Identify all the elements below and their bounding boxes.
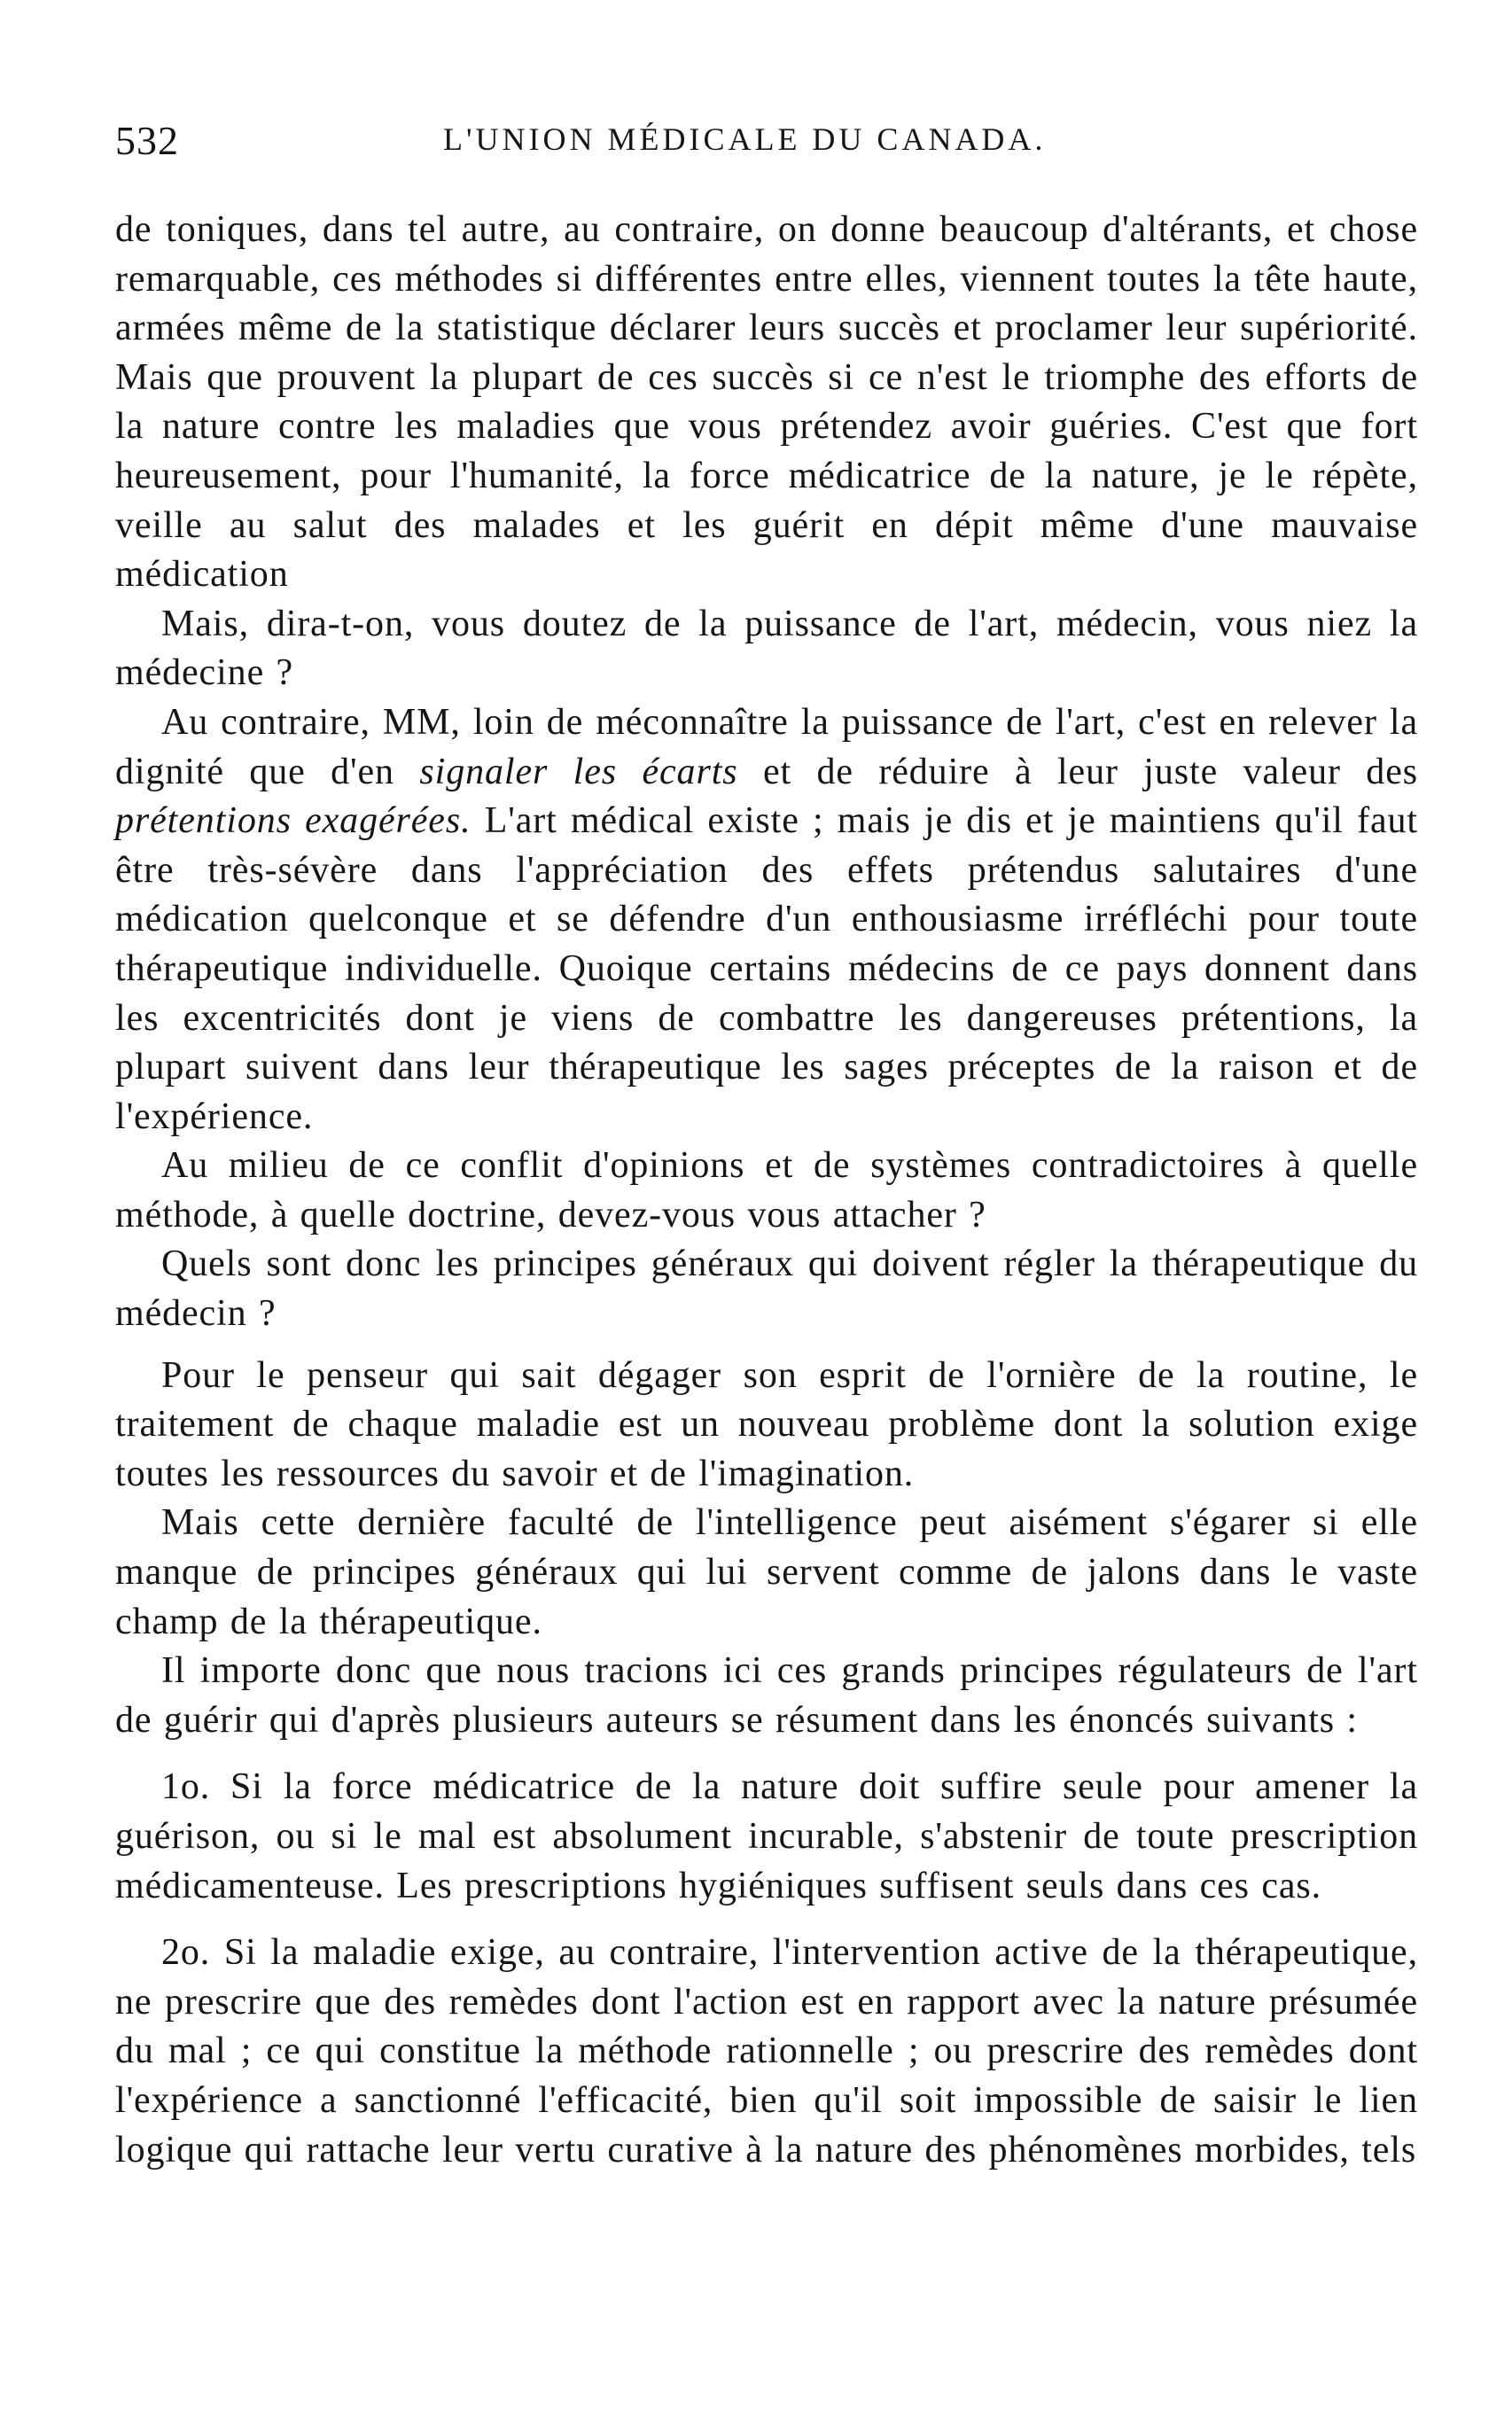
paragraph-4: Au milieu de ce conflit d'opinions et de systèmes contradictoires à quelle méthode, à quelle doctrine, devez-vous vous attacher ?: [115, 1145, 1418, 1235]
emphasis-signaler: signaler les écarts: [419, 751, 738, 792]
page-number: 532: [115, 118, 179, 163]
paragraph-1: de toniques, dans tel autre, au contraire, on donne beaucoup d'altérants, et chose remarquable, ces méthodes si différentes entre elles, viennent toutes la tête haute, armées même de la statistique déclarer leurs succès et proclamer leur supériorité. Mais que prouvent la plupart de ces succès si ce n'est le triomphe des efforts de la nature contre les maladies que vous prétendez avoir guéries. C'est que fort heureusement, pour l'humanité, la force médicatrice de la nature, je le répète, veille au salut des malades et les guérit en dépit même d'une mauvaise médication: [115, 209, 1418, 596]
numbered-principle-2: 2o. Si la maladie exige, au contraire, l'intervention active de la thérapeutique, ne prescrire que des remèdes dont l'action est en rapport avec la nature présumée du mal ; ce qui constitue la méthode rationnelle ; ou prescrire des remèdes dont l'expérience a sanctionné l'efficacité, bien qu'il soit impossible de saisir le lien logique qui rattache leur vertu curative à la nature des phénomènes morbides, tels: [115, 1932, 1418, 2171]
paragraph-8: Il importe donc que nous tracions ici ces grands principes régulateurs de l'art de guérir qui d'après plusieurs auteurs se résument dans les énoncés suivants :: [115, 1650, 1418, 1741]
paragraph-2: Mais, dira-t-on, vous doutez de la puissance de l'art, médecin, vous niez la médecine ?: [115, 603, 1418, 694]
paragraph-5: Quels sont donc les principes généraux qui doivent régler la thérapeutique du médecin ?: [115, 1243, 1418, 1335]
emphasis-pretentions: prétentions exagérées.: [115, 800, 472, 842]
paragraph-3-text-c: L'art médical existe ; mais je dis et je maintiens qu'il faut être très-sévère dans l'appréciation des effets prétendus salutaires d'une médication quelconque et se défendre d'un enthousiasme irréfléchi pour toute thérapeutique individuelle. Quoique certains médecins de ce pays donnent dans les excentricités dont je viens de combattre les dangereuses prétentions, la plupart suivent dans leur thérapeutique les sages préceptes de la raison et de l'expérience.: [115, 800, 1418, 1137]
paragraph-3: [115, 698, 1418, 1142]
paragraph-6: Pour le penseur qui sait dégager son esprit de l'ornière de la routine, le traitement de chaque maladie est un nouveau problème dont la solution exige toutes les ressources du savoir et de l'imagination.: [115, 1354, 1418, 1494]
paragraph-3-text-b: et de réduire à leur juste valeur des: [737, 751, 1418, 792]
numbered-principle-1: 1o. Si la force médicatrice de la nature doit suffire seule pour amener la guérison, ou si le mal est absolument incurable, s'abstenir de toute prescription médicamenteuse. Les prescriptions hygiéniques suffisent seuls dans ces cas.: [115, 1766, 1418, 1906]
text-body: [115, 206, 1418, 2175]
paragraph-7: Mais cette dernière faculté de l'intelligence peut aisément s'égarer si elle manque de principes généraux qui lui servent comme de jalons dans le vaste champ de la thérapeutique.: [115, 1502, 1418, 1642]
page-header: [115, 117, 1423, 170]
paragraph-3-text-a: Au contraire, MM, loin de méconnaître la puissance de l'art, c'est en relever la dignité que d'en: [115, 701, 1418, 792]
running-head: L'UNION MÉDICALE DU CANADA.: [443, 121, 1047, 157]
